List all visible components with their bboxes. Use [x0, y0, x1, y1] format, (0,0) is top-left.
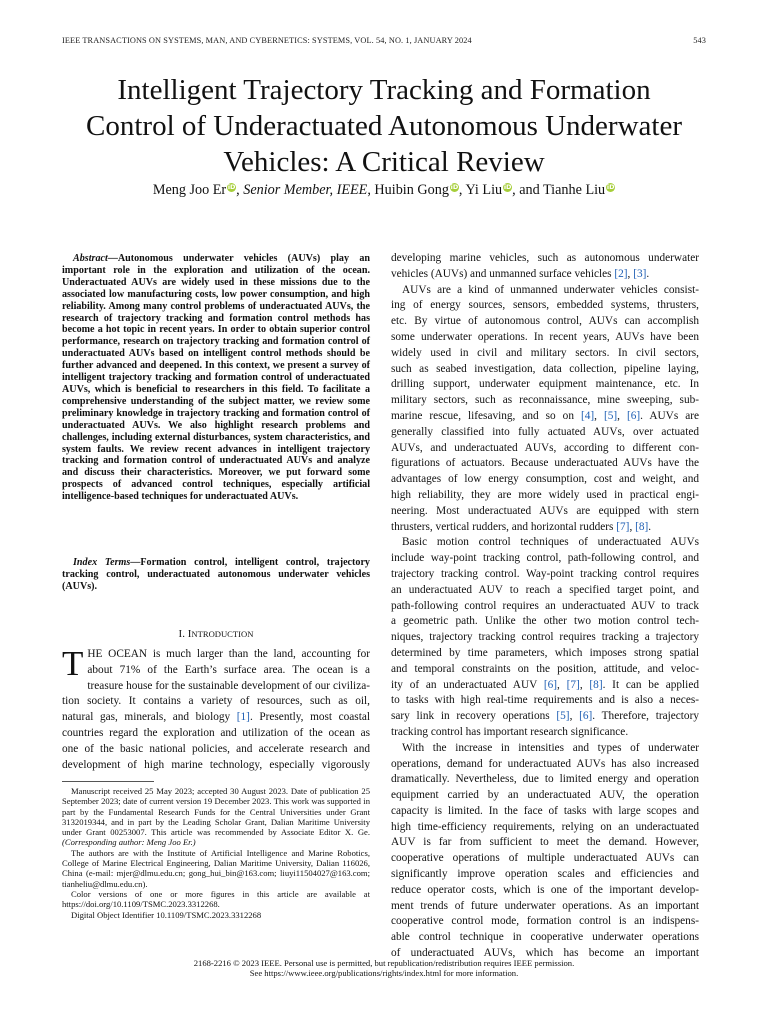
author-list: Meng Joo Er iD, Senior Member, IEEE, Huibin Gong iD, Yi Liu iD, and Tianhe Liu iD — [152, 182, 615, 198]
text-line: etc. By virtue of autonomous control, AUVs can accomplish — [391, 315, 699, 328]
footnote-received: Manuscript received 25 May 2023; accepted 30 August 2023. Date of publication 25 September 2023; date of current version 19 December 2023. This work was supported in part by the Fundamental Research Funds for the Central Universities under Grant 3132019344, and in part by the Leading Scholar Grant, Dalian Maritime University under Grant 00253007. This article was recommended by Associate Editor X. Ge. (Corresponding author: Meng Joo Er.) — [62, 786, 370, 848]
running-header — [62, 36, 706, 48]
text-line: drilling support, underwater equipment maintenance, etc. In — [391, 378, 699, 391]
citation-link[interactable]: [6] — [626, 409, 641, 422]
orcid-icon[interactable]: iD — [450, 183, 459, 191]
title-line: Control of Underactuated Autonomous Underwater — [86, 110, 682, 142]
citation-link[interactable]: [2] — [614, 267, 628, 280]
text-line: neering. Most underactuated AUVs are equipped with stern — [391, 504, 699, 517]
text-line: natural gas, minerals, and biology [1]. Presently, most coastal — [62, 711, 370, 724]
text-line: niques, trajectory tracking control requires tracking a trajectory — [391, 631, 699, 644]
citation-link[interactable]: [8] — [635, 520, 649, 533]
author-name: Meng Joo Er — [152, 182, 227, 198]
text-line: With the increase in intensities and types of underwater — [402, 741, 699, 754]
citation-link[interactable]: [8] — [589, 678, 603, 691]
text-line: significantly improve operation scales and efficiencies and — [391, 868, 699, 881]
author-name: , Huibin Gong — [367, 182, 449, 198]
text-line: sary link in recovery operations [5], [6]. Therefore, trajectory — [391, 710, 699, 723]
text-line: developing marine vehicles, such as autonomous underwater — [391, 252, 699, 264]
text-line: AUV is far from sufficient to meet the demand. However, — [391, 836, 699, 849]
text-line: vehicles (AUVs) and unmanned surface vehicles [2], [3]. — [391, 267, 650, 280]
abstract — [62, 253, 370, 503]
citation-link[interactable]: [6] — [579, 710, 593, 723]
text-line: Basic motion control techniques of underactuated AUVs — [402, 536, 699, 549]
footnote-color: Color versions of one or more figures in this article are available at https://doi.org/10.1109/TSMC.2023.3312268. — [62, 888, 370, 910]
text-line: cooperative control mode, formation control is an indispens- — [391, 915, 699, 928]
text-line: countries regard the exploration and utilization of the ocean as — [62, 726, 370, 739]
abstract-label: Abstract — [73, 253, 108, 264]
text-line: marine rescue, lifesaving, and so on [4], [5], [6]. AUVs are — [391, 409, 699, 422]
text-line: some underwater operations. In recent years, AUVs have been — [391, 330, 699, 343]
page-number: 543 — [693, 36, 706, 45]
orcid-icon[interactable]: iD — [227, 183, 236, 191]
copyright-footer — [40, 958, 728, 979]
index-terms — [62, 557, 370, 593]
text-line: capacity is limited. In the face of tasks with large scopes and — [391, 804, 699, 817]
member-grade: Senior Member, IEEE — [243, 182, 368, 198]
text-line: widely used in civil and military sectors. In civil sectors, — [391, 346, 699, 359]
orcid-icon[interactable]: iD — [606, 183, 615, 191]
text-line: advantages of low energy consumption, cost and weight, and — [391, 473, 699, 486]
citation-link[interactable]: [6] — [543, 678, 558, 691]
text-line: figurations of actuators. Because underactuated AUVs have the — [391, 457, 699, 470]
text-line: operations, demand for underactuated AUVs has also increased — [391, 757, 699, 770]
author-name: , and Tianhe Liu — [512, 182, 606, 198]
citation-link[interactable]: [4] — [580, 409, 595, 422]
text-line: ment trends of future underwater operations. As an important — [391, 899, 699, 912]
abstract-text: —Autonomous underwater vehicles (AUVs) play an important role in the exploration and utilization of the ocean. Underactuated AUVs are widely used in these missions due to the associated low manufacturing costs, low power consumption, and high reliability. Among many control problems of underactuated AUVs, the research of trajectory tracking and formation control methods has become a hot topic in recent years. In order to obtain superior control performance, research on trajectory tracking and formation control of underactuated AUVs based on intelligent control methods should be further advanced and deepened. In this context, we present a survey of intelligent trajectory tracking and formation control of underactuated AUVs, which is beneficial to researchers in this field. To facilitate a comprehensive understanding of the subject matter, we review some preliminary knowledge in trajectory tracking and formation control of underactuated AUVs. We also highlight research problems and challenges, including external disturbances, system characteristics, and system faults. We review recent advances in intelligent trajectory tracking and formation control of underactuated AUVs and analyze and discuss their characteristics. Moreover, we put forward some prospects of advanced control techniques, especially artificial intelligence-based techniques for underactuated AUVs. — [62, 253, 370, 503]
citation-link[interactable]: [5] — [603, 409, 618, 422]
citation-link[interactable]: [1] — [236, 711, 250, 724]
author-name: , Yi Liu — [458, 182, 503, 198]
title-line: Intelligent Trajectory Tracking and Formation — [117, 74, 651, 106]
text-line: military sectors, such as reconnaissance, mine sweeping, sub- — [391, 394, 699, 407]
text-line: tracking control has important research significance. — [391, 725, 629, 738]
text-line: and temporal constraints on the position, attitude, and veloc- — [391, 662, 699, 675]
text-line: ing of energy sources, sensors, embedded systems, thrusters, — [391, 299, 699, 312]
rights-line: See https://www.ieee.org/publications/rights/index.html for more information. — [249, 968, 519, 979]
corresponding-author: (Corresponding author: Meng Joo Er.) — [62, 837, 196, 848]
text-line: AUVs are a kind of unmanned underwater vehicles consist- — [402, 283, 699, 296]
text-line: ity of an underactuated AUV [6], [7], [8]. It can be applied — [391, 678, 699, 691]
text-line: reduce operator costs, which is one of the important develop- — [391, 883, 699, 896]
text-line: cooperative operations of multiple underactuated AUVs can — [391, 852, 699, 865]
journal-name: IEEE TRANSACTIONS ON SYSTEMS, MAN, AND CYBERNETICS: SYSTEMS, VOL. 54, NO. 1, JANUARY 2024 — [62, 36, 472, 45]
text-line: a geometric path. Unlike the other two motion control tech- — [391, 615, 699, 628]
citation-link[interactable]: [3] — [633, 267, 647, 280]
copyright-line: 2168-2216 © 2023 IEEE. Personal use is permitted, but republication/redistribution requires IEEE permission. — [193, 958, 575, 968]
index-terms-text: —Formation control, intelligent control, trajectory tracking control, underactuated autonomous underwater vehicles (AUVs). — [62, 557, 370, 592]
text-line: about 71% of the Earth’s surface area. The ocean is a — [87, 663, 370, 676]
citation-link[interactable]: [7] — [566, 678, 580, 691]
paper-title — [40, 72, 728, 180]
citation-link[interactable]: [5] — [556, 710, 570, 723]
text-line: thrusters, vertical rudders, and horizontal rudders [7], [8]. — [391, 520, 652, 533]
text-line: high reliability, they are more widely used in practical engi- — [391, 488, 699, 501]
text-line: development of high marine technology, especially vigorously — [62, 758, 370, 771]
text-line: determined by time parameters, which imposes strong spatial — [391, 646, 699, 659]
drop-cap: T — [62, 644, 84, 683]
text-line: able control technique in cooperative underwater operations — [391, 931, 699, 944]
text-line: trajectory tracking control. Way-point tracking control requires — [391, 567, 699, 580]
text-line: one of the basic national policies, and accelerate research and — [62, 742, 370, 755]
text-line: path-following control requires an underactuated AUV to track — [391, 599, 699, 612]
text-line: of underactuated AUVs, which has become an important — [391, 947, 699, 960]
text-line: to tasks with high real-time requirements and is also a neces- — [391, 694, 699, 707]
text-line: tion society. It contains a variety of resources, such as oil, — [62, 695, 370, 708]
text-line: high time-efficiency requirements, relying on an underactuated — [391, 820, 699, 833]
text-line: treasure house for the sustainable development of our civiliza- — [87, 679, 370, 692]
index-terms-label: Index Terms — [73, 557, 131, 568]
text-line: an underactuated AUV to reach a specified target point, and — [391, 583, 699, 596]
footnotes — [62, 786, 370, 920]
citation-link[interactable]: [7] — [616, 520, 630, 533]
title-line: Vehicles: A Critical Review — [223, 146, 545, 178]
text-line: dramatically. Nevertheless, due to limited energy and operation — [391, 773, 699, 786]
text-line: include way-point tracking control, path-following control, and — [391, 552, 699, 565]
footnote-rule — [62, 781, 154, 782]
introduction-text — [62, 644, 370, 773]
footnote-doi: Digital Object Identifier 10.1109/TSMC.2023.3312268 — [71, 909, 262, 920]
footnote-affiliation: The authors are with the Institute of Artificial Intelligence and Marine Robotics, College of Marine Electrical Engineering, Dalian Maritime University, Dalian 116026, China (e-mail: mjer@dlmu.edu.cn; gong_hui_bin@163.com; liuyi11504027@163.com; tianheliu@dlmu.edu.cn). — [62, 847, 370, 889]
text-line: such as seabed investigation, data collection, pipeline laying, — [391, 362, 699, 375]
text-line: generally classified into fully actuated AUVs, over actuated — [391, 425, 699, 438]
text-line: AUVs, and underactuated AUVs, according to different con- — [391, 441, 699, 454]
orcid-icon[interactable]: iD — [503, 183, 512, 191]
right-column-text — [391, 251, 699, 962]
section-heading: I. INTRODUCTION — [178, 628, 254, 640]
text-line: equipment carried by an underactuated AUV, the operation — [391, 789, 699, 802]
text-line: HE OCEAN is much larger than the land, accounting for — [87, 648, 370, 660]
